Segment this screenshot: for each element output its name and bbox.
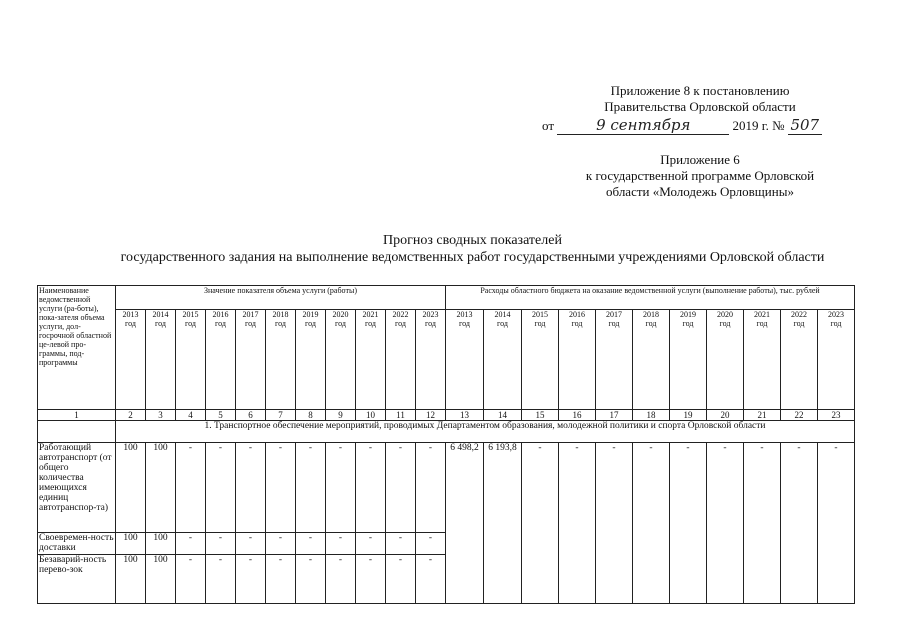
- year-word: год: [534, 319, 546, 328]
- volume-value-cell: -: [356, 555, 386, 604]
- title-line2: государственного задания на выполнение ведомственных работ государственными учреждениями Орловской области: [120, 250, 825, 265]
- column-number-cell: 12: [416, 410, 446, 421]
- volume-value-cell: 100: [116, 555, 146, 604]
- year-word: год: [459, 319, 470, 328]
- volume-value-cell: -: [176, 533, 206, 555]
- column-number-cell: 1: [38, 410, 116, 421]
- volume-value-cell: -: [386, 555, 416, 604]
- year-value: 2017: [242, 310, 259, 319]
- year-header-cell: [484, 310, 522, 410]
- year-header-cell: [236, 310, 266, 410]
- section-title: 1. Транспортное обеспечение мероприятий, проводимых Департаментом образования, молодежной политики и спорта Орловской области: [116, 421, 855, 443]
- year-value: 2016: [212, 310, 229, 319]
- volume-value-cell: -: [326, 555, 356, 604]
- year-word: год: [571, 319, 583, 328]
- year-word: год: [215, 319, 226, 328]
- volume-value-cell: 100: [146, 555, 176, 604]
- column-number-cell: 19: [670, 410, 707, 421]
- header-name-cell: Наименование ведомственной услуги (ра-боты), пока-зателя объема услуги, дол-госрочной областной це-левой про-граммы, под-программы: [38, 286, 116, 410]
- document-title: [0, 232, 905, 266]
- appendix6-line2: к государственной программе Орловской: [585, 168, 815, 183]
- volume-value-cell: -: [236, 443, 266, 533]
- expense-value-cell: -: [559, 443, 596, 604]
- expense-value-cell: -: [818, 443, 855, 604]
- year-header-cell: [206, 310, 236, 410]
- header-row-years: [38, 310, 855, 410]
- year-header-cell: [386, 310, 416, 410]
- header-expenses-cell: Расходы областного бюджета на оказание ведомственной услуги (выполнение работы), тыс. рублей: [446, 286, 855, 310]
- year-header-cell: [633, 310, 670, 410]
- year-value: 2021: [754, 310, 770, 319]
- year-word: год: [497, 319, 508, 328]
- volume-value-cell: -: [206, 533, 236, 555]
- year-word: год: [125, 319, 136, 328]
- expense-value-cell: 6 498,2: [446, 443, 484, 604]
- volume-value-cell: -: [266, 555, 296, 604]
- column-number-cell: 7: [266, 410, 296, 421]
- year-value: 2015: [532, 310, 548, 319]
- volume-value-cell: -: [296, 443, 326, 533]
- year-value: 2022: [392, 310, 409, 319]
- column-number-cell: 18: [633, 410, 670, 421]
- year-word: год: [425, 319, 436, 328]
- year-value: 2019: [680, 310, 696, 319]
- column-number-cell: 10: [356, 410, 386, 421]
- year-value: 2019: [302, 310, 319, 319]
- column-number-cell: 21: [744, 410, 781, 421]
- volume-value-cell: 100: [116, 533, 146, 555]
- year-value: 2018: [643, 310, 659, 319]
- expense-value-cell: -: [670, 443, 707, 604]
- year-word: год: [645, 319, 657, 328]
- volume-value-cell: -: [416, 555, 446, 604]
- year-value: 2013: [456, 310, 473, 319]
- header-volume-cell: Значение показателя объема услуги (работы): [116, 286, 446, 310]
- year-header-cell: [296, 310, 326, 410]
- table-row: [38, 443, 855, 533]
- volume-value-cell: -: [356, 533, 386, 555]
- year-value: 2016: [569, 310, 585, 319]
- volume-value-cell: 100: [146, 533, 176, 555]
- expense-value-cell: -: [707, 443, 744, 604]
- volume-value-cell: -: [326, 443, 356, 533]
- volume-value-cell: -: [296, 533, 326, 555]
- volume-value-cell: -: [266, 533, 296, 555]
- appendix8-date-line: [542, 117, 842, 135]
- year-header-cell: [356, 310, 386, 410]
- column-number-cell: 4: [176, 410, 206, 421]
- year-header-cell: [416, 310, 446, 410]
- title-line1: Прогноз сводных показателей: [383, 233, 562, 248]
- column-number-cell: 23: [818, 410, 855, 421]
- year-word: год: [305, 319, 316, 328]
- expense-value-cell: -: [522, 443, 559, 604]
- volume-value-cell: -: [386, 533, 416, 555]
- column-number-cell: 20: [707, 410, 744, 421]
- year-header-cell: [781, 310, 818, 410]
- appendix8-header: [560, 83, 840, 115]
- year-header-cell: [707, 310, 744, 410]
- appendix6-line1: Приложение 6: [660, 152, 740, 167]
- year-header-cell: [326, 310, 356, 410]
- column-number-cell: 17: [596, 410, 633, 421]
- year-word: год: [395, 319, 406, 328]
- column-number-cell: 11: [386, 410, 416, 421]
- column-number-cell: 6: [236, 410, 266, 421]
- expense-value-cell: 6 193,8: [484, 443, 522, 604]
- column-number-cell: 8: [296, 410, 326, 421]
- column-number-cell: 16: [559, 410, 596, 421]
- year-header-cell: [522, 310, 559, 410]
- volume-value-cell: -: [326, 533, 356, 555]
- year-header-cell: [116, 310, 146, 410]
- year-value: 2017: [606, 310, 622, 319]
- handwritten-date: 9 сентября: [596, 116, 691, 134]
- number-blank: [788, 117, 822, 135]
- year-word: год: [756, 319, 768, 328]
- volume-value-cell: 100: [116, 443, 146, 533]
- column-number-cell: 3: [146, 410, 176, 421]
- year-value: 2023: [828, 310, 844, 319]
- year-word: год: [185, 319, 196, 328]
- volume-value-cell: -: [206, 555, 236, 604]
- year-word: год: [719, 319, 731, 328]
- year-value: 2021: [362, 310, 379, 319]
- appendix6-line3: области «Молодежь Орловщины»: [606, 184, 794, 199]
- volume-value-cell: -: [296, 555, 326, 604]
- header-row-groups: [38, 286, 855, 310]
- year-value: 2013: [122, 310, 139, 319]
- year-header-cell: [559, 310, 596, 410]
- column-number-cell: 5: [206, 410, 236, 421]
- year-value: 2015: [182, 310, 199, 319]
- year-header-cell: [266, 310, 296, 410]
- column-number-cell: 14: [484, 410, 522, 421]
- year-word: год: [335, 319, 346, 328]
- year-word: год: [245, 319, 256, 328]
- year-value: 2014: [494, 310, 511, 319]
- year-word: год: [793, 319, 805, 328]
- volume-value-cell: -: [206, 443, 236, 533]
- appendix8-line2: Правительства Орловской области: [604, 99, 796, 114]
- date-blank: [557, 117, 729, 135]
- year-header-cell: [596, 310, 633, 410]
- volume-value-cell: -: [266, 443, 296, 533]
- year-word: год: [275, 319, 286, 328]
- year-value: 2023: [422, 310, 439, 319]
- year-value: 2022: [791, 310, 807, 319]
- year-word: год: [365, 319, 376, 328]
- volume-value-cell: -: [176, 555, 206, 604]
- year-word: год: [682, 319, 694, 328]
- from-label: от: [542, 118, 555, 133]
- year-word: год: [830, 319, 842, 328]
- volume-value-cell: 100: [146, 443, 176, 533]
- volume-value-cell: -: [176, 443, 206, 533]
- expense-value-cell: -: [633, 443, 670, 604]
- year-header-cell: [818, 310, 855, 410]
- year-word: год: [608, 319, 620, 328]
- year-header-cell: [670, 310, 707, 410]
- year-header-cell: [744, 310, 781, 410]
- year-number-label: 2019 г. №: [732, 118, 785, 133]
- appendix8-line1: Приложение 8 к постановлению: [610, 83, 790, 98]
- volume-value-cell: -: [386, 443, 416, 533]
- year-word: год: [155, 319, 166, 328]
- year-header-cell: [146, 310, 176, 410]
- appendix6-header: [560, 152, 840, 200]
- year-value: 2020: [332, 310, 349, 319]
- row-name-cell: Своевремен-ность доставки: [39, 533, 114, 553]
- volume-value-cell: -: [416, 443, 446, 533]
- column-number-cell: 22: [781, 410, 818, 421]
- expense-value-cell: -: [744, 443, 781, 604]
- year-value: 2020: [717, 310, 733, 319]
- volume-value-cell: -: [416, 533, 446, 555]
- column-number-cell: 13: [446, 410, 484, 421]
- expense-value-cell: -: [781, 443, 818, 604]
- year-header-cell: [176, 310, 206, 410]
- year-header-cell: [446, 310, 484, 410]
- volume-value-cell: -: [236, 555, 266, 604]
- year-value: 2014: [152, 310, 169, 319]
- volume-value-cell: -: [356, 443, 386, 533]
- column-number-cell: 15: [522, 410, 559, 421]
- indicators-table: [37, 285, 855, 604]
- expense-value-cell: -: [596, 443, 633, 604]
- column-numbers-row: [38, 410, 855, 421]
- column-number-cell: 2: [116, 410, 146, 421]
- volume-value-cell: -: [236, 533, 266, 555]
- row-name-cell: Безаварий-ность перево-зок: [38, 555, 116, 604]
- year-value: 2018: [272, 310, 289, 319]
- row-name-cell: Работающий автотранспорт (от общего количества имеющихся единиц автотранспор-та): [38, 443, 116, 533]
- column-number-cell: 9: [326, 410, 356, 421]
- handwritten-number: 507: [790, 116, 820, 134]
- section-row: [38, 421, 855, 443]
